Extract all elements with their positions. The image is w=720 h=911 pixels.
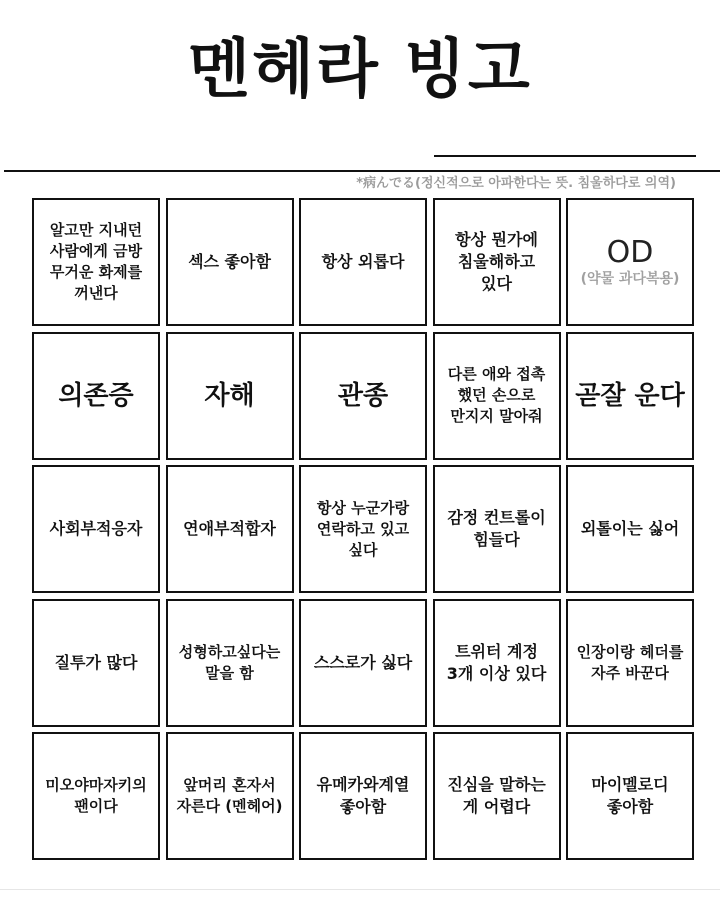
cell-label: 외톨이는 싫어: [580, 519, 680, 538]
bingo-cell-15[interactable]: [566, 465, 694, 593]
bingo-cell-22[interactable]: [166, 732, 294, 860]
bingo-cell-21[interactable]: [32, 732, 160, 860]
cell-label: 감정 컨트롤이 힘들다: [447, 508, 546, 549]
cell-label: 사회부적응자: [49, 519, 143, 538]
bingo-grid: [32, 198, 694, 860]
cell-label: 항상 뭔가에 침울해하고 있다: [455, 230, 538, 293]
bingo-cell-19[interactable]: [433, 599, 561, 727]
bingo-cell-9[interactable]: [433, 332, 561, 460]
bottom-edge-line: [0, 889, 720, 890]
cell-label: 섹스 좋아함: [188, 252, 271, 271]
bingo-cell-11[interactable]: [32, 465, 160, 593]
cell-label: 다른 애와 접촉 했던 손으로 만지지 말아줘: [447, 365, 546, 425]
cell-label: 미오야마자키의 팬이다: [45, 776, 147, 815]
bingo-cell-13[interactable]: [299, 465, 427, 593]
cell-label: 자해: [204, 380, 255, 411]
bingo-cell-4[interactable]: [433, 198, 561, 326]
bingo-cell-23[interactable]: [299, 732, 427, 860]
cell-label: 항상 외롭다: [321, 252, 405, 271]
cell-label: 트위터 계정 3개 이상 있다: [446, 641, 547, 683]
bingo-cell-18[interactable]: [299, 599, 427, 727]
bingo-cell-25[interactable]: [566, 732, 694, 860]
cell-label: 앞머리 혼자서 자른다 (멘헤어): [176, 776, 283, 815]
name-signature-line: [434, 155, 696, 157]
bingo-cell-2[interactable]: [166, 198, 294, 326]
bingo-cell-5[interactable]: [566, 198, 694, 326]
footnote: *病んでる(정신적으로 아파한다는 뜻. 침울하다로 의역): [356, 176, 676, 191]
cell-label: 의존증: [58, 380, 134, 411]
cell-label: 질투가 많다: [54, 652, 138, 672]
bingo-cell-16[interactable]: [32, 599, 160, 727]
cell-label: 마이멜로디 좋아함: [591, 775, 669, 816]
bingo-cell-20[interactable]: [566, 599, 694, 727]
header-divider: [4, 170, 720, 172]
bingo-cell-1[interactable]: [32, 198, 160, 326]
bingo-cell-12[interactable]: [166, 465, 294, 593]
cell-label: 관종: [337, 380, 389, 411]
bingo-cell-3[interactable]: [299, 198, 427, 326]
cell-label: 인장이랑 헤더를 자주 바꾼다: [576, 642, 684, 682]
bingo-cell-8[interactable]: [299, 332, 427, 460]
cell-label: 곧잘 운다: [575, 380, 685, 411]
bingo-cell-6[interactable]: [32, 332, 160, 460]
cell-label: 성형하고싶다는 말을 함: [178, 642, 281, 682]
bingo-cell-10[interactable]: [566, 332, 694, 460]
page-title: 멘헤라 빙고: [188, 33, 532, 107]
cell-label: 스스로가 싫다: [313, 652, 413, 672]
bingo-cell-7[interactable]: [166, 332, 294, 460]
cell-label: 알고만 지내던 사람에게 금방 무거운 화제를 꺼낸다: [49, 221, 143, 302]
bingo-cell-24[interactable]: [433, 732, 561, 860]
cell-label: 진심을 말하는 게 어렵다: [447, 775, 546, 816]
bingo-cell-17[interactable]: [166, 599, 294, 727]
cell-sublabel: (약물 과다복용): [580, 271, 680, 287]
cell-label: 항상 누군가랑 연락하고 있고 싶다: [316, 498, 410, 559]
cell-label: 유메카와계열 좋아함: [316, 775, 410, 816]
bingo-cell-14[interactable]: [433, 465, 561, 593]
cell-label: 연애부적합자: [183, 519, 276, 538]
cell-label: OD: [606, 235, 654, 270]
